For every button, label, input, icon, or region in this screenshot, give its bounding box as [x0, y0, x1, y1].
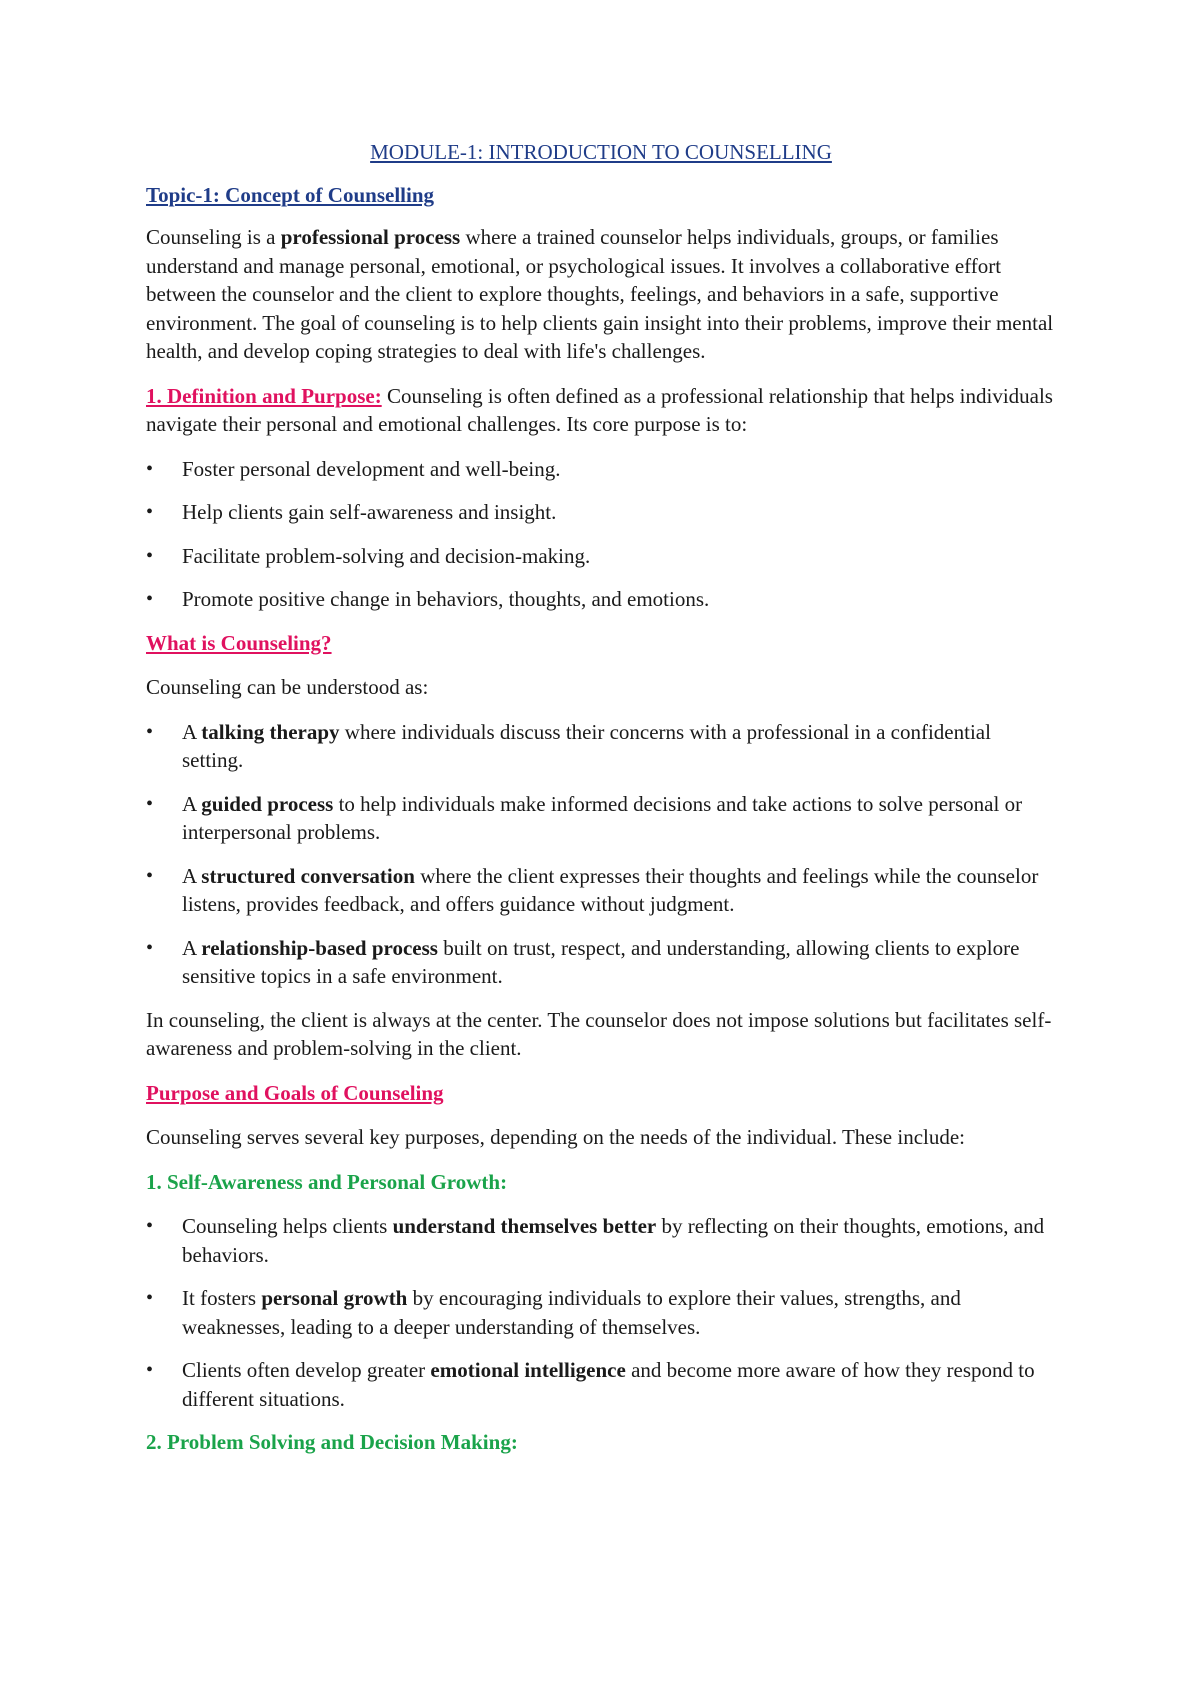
intro-bold: professional process [280, 225, 461, 249]
list-item: • Foster personal development and well-being. [146, 455, 1056, 484]
item-pre: Counseling helps clients [182, 1214, 393, 1238]
intro-paragraph [146, 223, 1056, 366]
item-post: by reflecting on their thoughts, emotions, and behaviors. [182, 1214, 1045, 1267]
problem-solving-heading: 2. Problem Solving and Decision Making: [146, 1430, 518, 1454]
what-is-heading: What is Counseling? [146, 630, 332, 655]
purpose-list [146, 455, 1056, 614]
understood-as-text: Counseling can be understood as: [146, 675, 429, 699]
item-bold: emotional intelligence [430, 1358, 626, 1382]
item-pre: A [182, 863, 202, 888]
item-bold: talking therapy [201, 719, 340, 744]
goals-intro: Counseling serves several key purposes, depending on the needs of the individual. These include: [146, 1125, 965, 1149]
list-item [146, 790, 1056, 847]
item-pre: A [182, 719, 202, 744]
goals-heading: Purpose and Goals of Counseling [146, 1080, 444, 1105]
list-item [146, 1356, 1056, 1413]
item-post: and become more aware of how they respond to different situations. [182, 1358, 1035, 1411]
item-pre: A [182, 935, 202, 960]
list-item: • Facilitate problem-solving and decision-making. [146, 542, 1056, 571]
list-item: • Help clients gain self-awareness and insight. [146, 498, 1056, 527]
self-awareness-heading: 1. Self-Awareness and Personal Growth: [146, 1169, 508, 1194]
list-item [146, 1284, 1056, 1341]
topic-heading: Topic-1: Concept of Counselling [146, 182, 435, 207]
self-awareness-list [146, 1212, 1056, 1413]
module-title: MODULE-1: INTRODUCTION TO COUNSELLING [370, 140, 832, 164]
list-item: • Promote positive change in behaviors, thoughts, and emotions. [146, 585, 1056, 614]
intro-text-pre: Counseling is a [146, 225, 281, 249]
intro-text-post: where a trained counselor helps individuals, groups, or families understand and manage personal, emotional, or psychological issues. It involves a collaborative effort between the counselor and the client to explore thoughts, feelings, and behaviors in a safe, supportive environment. The goal of counseling is to help clients gain insight into their problems, improve their mental health, and develop coping strategies to deal with life's challenges. [146, 225, 1054, 363]
definition-paragraph [146, 382, 1056, 439]
item-post: by encouraging individuals to explore their values, strengths, and weaknesses, leading to a deeper understanding of themselves. [182, 1286, 961, 1339]
item-post: to help individuals make informed decisions and take actions to solve personal or interpersonal problems. [182, 791, 1023, 844]
item-bold: understand themselves better [392, 1214, 657, 1238]
item-post: where the client expresses their thoughts and feelings while the counselor listens, provides feedback, and offers guidance without judgment. [182, 863, 1039, 916]
item-post: built on trust, respect, and understanding, allowing clients to explore sensitive topics in a safe environment. [182, 935, 1020, 988]
item-bold: personal growth [261, 1286, 408, 1310]
list-item [146, 1212, 1056, 1269]
item-pre: It fosters [182, 1286, 262, 1310]
list-item [146, 718, 1056, 775]
item-bold: structured conversation [201, 863, 415, 888]
what-is-list [146, 718, 1056, 991]
center-paragraph: In counseling, the client is always at the center. The counselor does not impose solutions but facilitates self-awareness and problem-solving in the client. [146, 1007, 1052, 1060]
item-pre: A [182, 791, 202, 816]
item-post: where individuals discuss their concerns with a professional in a confidential setting. [182, 719, 991, 772]
definition-label: 1. Definition and Purpose: [146, 383, 382, 408]
document-page [146, 138, 1056, 1473]
definition-text: Counseling is often defined as a professional relationship that helps individuals navigate their personal and emotional challenges. Its core purpose is to: [146, 383, 1053, 436]
list-item [146, 862, 1056, 919]
item-bold: relationship-based process [201, 935, 438, 960]
item-bold: guided process [201, 791, 334, 816]
list-item [146, 934, 1056, 991]
item-pre: Clients often develop greater [182, 1358, 431, 1382]
